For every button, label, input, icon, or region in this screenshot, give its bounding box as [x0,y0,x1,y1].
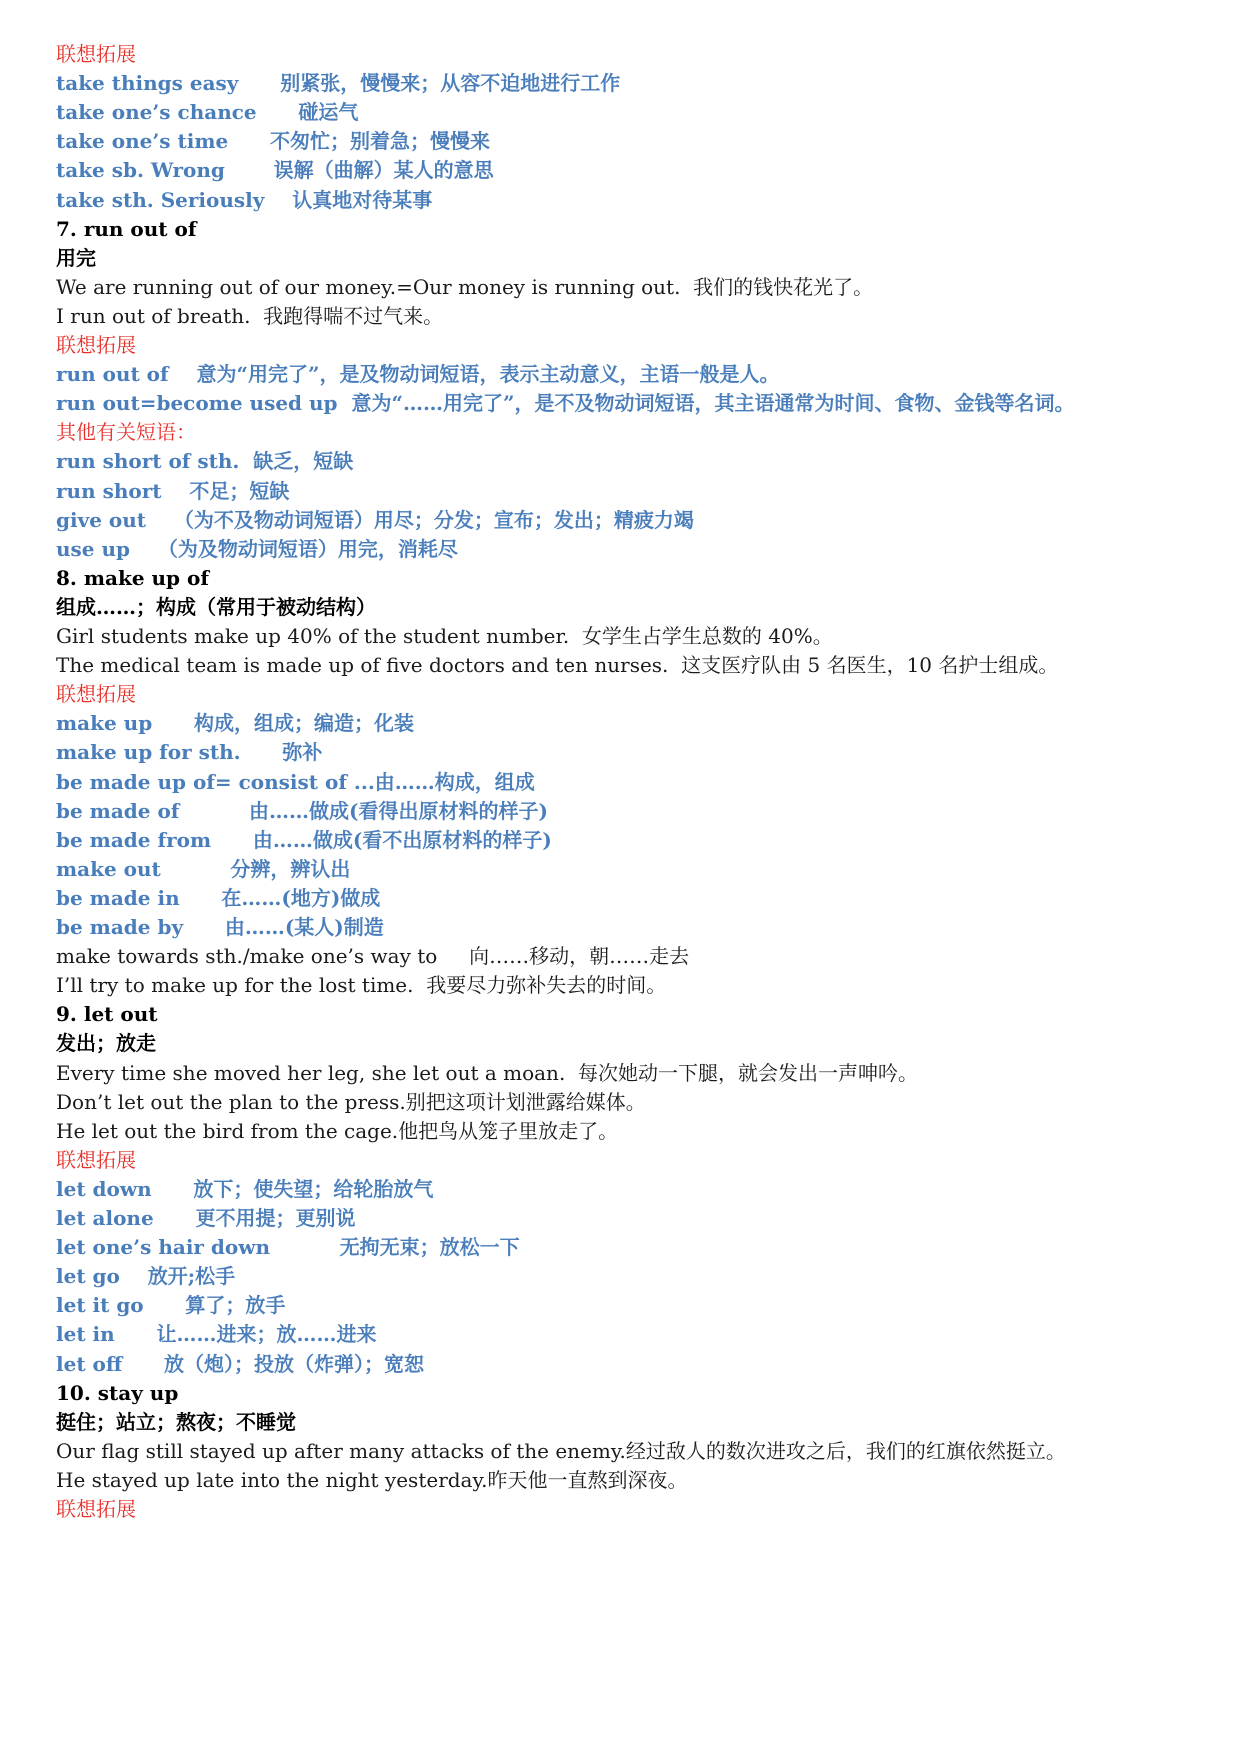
phrase-heading: 挺住；站立；熬夜；不睡觉 [56,1409,296,1434]
phrase-entry: take one’s chance 碰运气 [56,100,359,125]
phrase-entry: let one’s hair down 无拘无束；放松一下 [56,1235,520,1260]
phrase-heading: 组成……；构成（常用于被动结构） [56,594,376,619]
phrase-entry: be made from 由……做成(看不出原材料的样子) [56,827,552,852]
section-label: 联想拓展 [56,682,136,707]
phrase-entry: use up （为及物动词短语）用完，消耗尽 [56,536,458,561]
phrase-entry: make out 分辨，辨认出 [56,856,351,881]
example-sentence: Don’t let out the plan to the press.别把这项计划泄露给媒体。 [56,1089,646,1114]
phrase-heading: 10. stay up [56,1380,179,1405]
phrase-heading: 7. run out of [56,216,197,241]
example-sentence: I run out of breath. 我跑得喘不过气来。 [56,303,444,328]
phrase-heading: 8. make up of [56,565,209,590]
example-sentence: He let out the bird from the cage.他把鸟从笼子里放走了。 [56,1118,619,1143]
example-sentence: The medical team is made up of five doctors and ten nurses. 这支医疗队由 5 名医生，10 名护士组成。 [56,653,1059,678]
example-sentence: I’ll try to make up for the lost time. 我要尽力弥补失去的时间。 [56,973,667,998]
phrase-entry: be made of 由……做成(看得出原材料的样子) [56,798,548,823]
phrase-entry: let down 放下；使失望；给轮胎放气 [56,1176,434,1201]
phrase-entry: make up for sth. 弥补 [56,740,323,765]
example-sentence: Every time she moved her leg, she let out a moan. 每次她动一下腿，就会发出一声呻吟。 [56,1060,919,1085]
phrase-entry: run out=become used up 意为“……用完了”，是不及物动词短语，其主语通常为时间、食物、金钱等名词。 [56,391,1075,416]
example-sentence: Girl students make up 40% of the student number. 女学生占学生总数的 40%。 [56,624,833,648]
phrase-entry: run out of 意为“用完了”，是及物动词短语，表示主动意义，主语一般是人。 [56,362,780,387]
section-label: 其他有关短语： [56,420,196,445]
section-label: 联想拓展 [56,333,136,357]
phrase-entry: let off 放（炮）；投放（炸弹）；宽恕 [56,1351,425,1376]
phrase-entry: let it go 算了；放手 [56,1293,286,1318]
example-sentence: He stayed up late into the night yesterday.昨天他一直熬到深夜。 [56,1467,688,1492]
example-sentence: We are running out of our money.=Our money is running out. 我们的钱快花光了。 [56,274,874,299]
section-label: 联想拓展 [56,1147,136,1172]
phrase-entry: take sth. Seriously 认真地对待某事 [56,187,433,212]
phrase-entry: give out （为不及物动词短语）用尽；分发；宣布；发出；精疲力竭 [56,507,694,532]
example-sentence: make towards sth./make one’s way to 向……移动，朝……走去 [56,944,690,969]
example-sentence: Our flag still stayed up after many attacks of the enemy.经过敌人的数次进攻之后，我们的红旗依然挺立。 [56,1438,1066,1463]
phrase-entry: run short 不足；短缺 [56,478,290,503]
phrase-entry: let go 放开;松手 [56,1264,236,1289]
phrase-entry: take things easy 别紧张，慢慢来；从容不迫地进行工作 [56,71,621,96]
phrase-entry: make up 构成，组成；编造；化装 [56,711,414,736]
phrase-entry: let alone 更不用提；更别说 [56,1206,356,1230]
phrase-entry: be made up of= consist of ...由……构成，组成 [56,769,535,794]
phrase-entry: be made by 由……(某人)制造 [56,915,384,939]
phrase-heading: 用完 [56,245,96,270]
phrase-heading: 发出；放走 [56,1031,156,1056]
phrase-entry: run short of sth. 缺乏，短缺 [56,449,354,474]
phrase-entry: take one’s time 不匆忙；别着急；慢慢来 [56,129,491,154]
phrase-heading: 9. let out [56,1002,158,1027]
phrase-entry: let in 让……进来；放……进来 [56,1322,377,1347]
section-label: 联想拓展 [56,42,136,66]
section-label: 联想拓展 [56,1497,136,1521]
phrase-entry: be made in 在……(地方)做成 [56,885,381,910]
phrase-entry: take sb. Wrong 误解（曲解）某人的意思 [56,158,494,183]
